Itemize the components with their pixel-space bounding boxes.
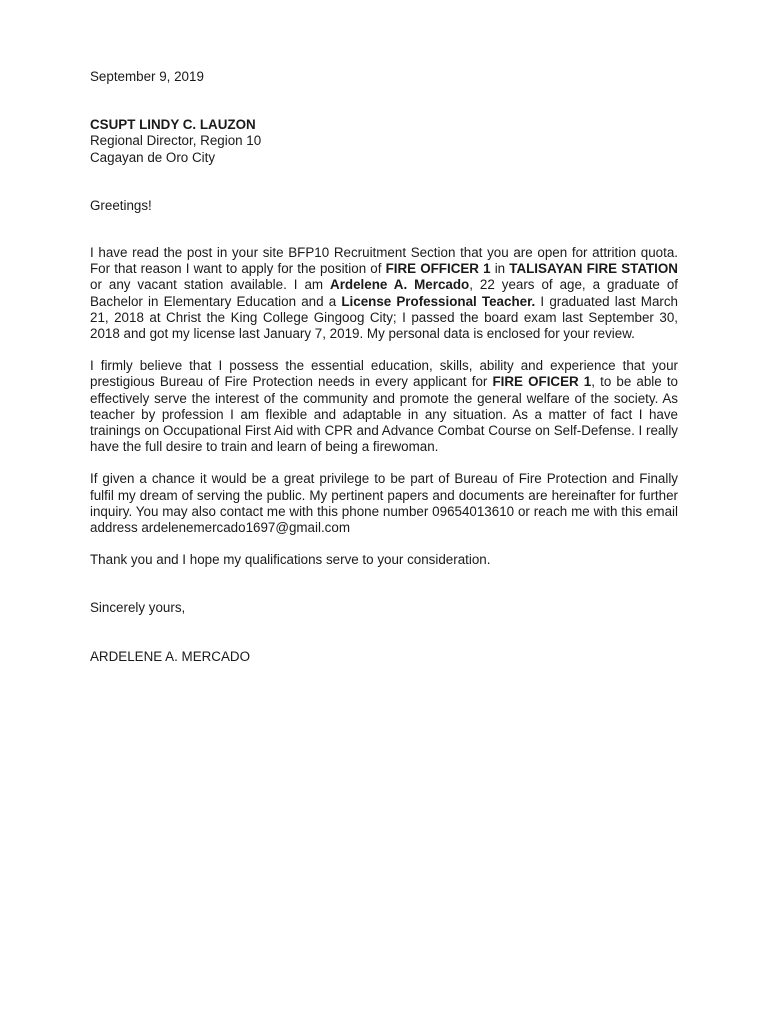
salutation: Greetings! <box>90 197 152 213</box>
recipient-city: Cagayan de Oro City <box>90 149 216 165</box>
license-emphasis: License Professional Teacher. <box>341 293 536 309</box>
paragraph-contact: If given a chance it would be a great privilege to be part of Bureau of Fire Protection and Finally fulfil my dream of serving the public. My pertinent papers and documents are hereinafter for further inquiry. You may also contact me with this phone number 09654013610 or reach me with this email address ardelenemercado1697@gmail.com <box>90 471 678 536</box>
paragraph-qualifications <box>90 358 678 455</box>
cover-letter <box>90 69 678 665</box>
paragraph-text: or any vacant station available. I am <box>90 277 331 293</box>
paragraph-text: I graduated last March 21, 2018 at Christ the King College Gingoog City; I passed the board exam last September 30, 2018 and got my license last January 7, 2019. My personal data is enclosed for your review. <box>90 293 678 342</box>
position-emphasis: FIRE OFICER 1 <box>492 374 592 390</box>
paragraph-text: in <box>490 261 510 277</box>
paragraph-text: I firmly believe that I possess the essential education, skills, ability and experience that your prestigious Bureau of Fire Protection needs in every applicant for <box>90 358 678 390</box>
recipient-block <box>90 117 678 166</box>
position-emphasis: FIRE OFFICER 1 <box>385 261 491 277</box>
applicant-name-emphasis: Ardelene A. Mercado <box>330 277 470 293</box>
signature-name: ARDELENE A. MERCADO <box>90 648 250 664</box>
paragraph-text: I have read the post in your site BFP10 Recruitment Section that you are open for attrition quota. For that reason I want to apply for the position of <box>90 245 678 277</box>
closing: Sincerely yours, <box>90 600 186 616</box>
recipient-title: Regional Director, Region 10 <box>90 133 262 149</box>
paragraph-text: , to be able to effectively serve the interest of the community and promote the general welfare of the society. As teacher by profession I am flexible and adaptable in any situation. As a matter of fact I have trainings on Occupational First Aid with CPR and Advance Combat Course on Self-Defense. I really have the full desire to train and learn of being a firewoman. <box>90 374 678 455</box>
paragraph-text: , 22 years of age, a graduate of Bachelor in Elementary Education and a <box>90 277 679 309</box>
letter-date: September 9, 2019 <box>90 69 204 84</box>
station-emphasis: TALISAYAN FIRE STATION <box>509 261 678 277</box>
thank-you-line: Thank you and I hope my qualifications serve to your consideration. <box>90 552 491 568</box>
recipient-name: CSUPT LINDY C. LAUZON <box>90 117 256 133</box>
paragraph-application <box>90 245 678 342</box>
